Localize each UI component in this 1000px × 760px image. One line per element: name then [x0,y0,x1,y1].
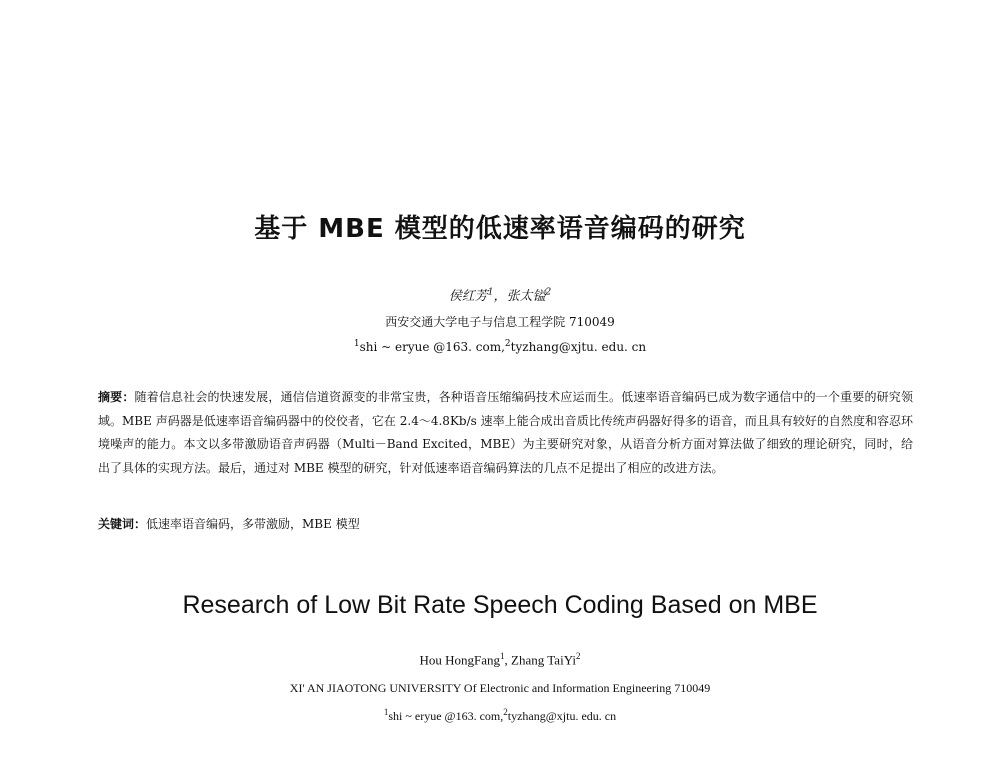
title-chinese: 基于 MBE 模型的低速率语音编码的研究 [254,214,746,244]
authors-english [0,651,1000,668]
affiliation-chinese: 西安交通大学电子与信息工程学院 710049 [385,315,615,329]
email-1-superscript: 1 [353,339,360,349]
author-1-superscript: 1 [487,287,494,298]
author-2-superscript: 2 [545,287,552,298]
author-2-en-superscript: 2 [575,651,581,661]
email-line-chinese [0,339,1000,354]
author-1-english: Hou HongFang [419,652,501,668]
author-separator: ， [493,289,507,304]
authors-chinese [0,285,1000,304]
email-2-superscript: 2 [504,339,511,349]
email-en-1: shi ~ eryue @163. com, [388,709,504,723]
abstract-label: 摘要： [98,390,135,404]
abstract-chinese [98,386,913,480]
affiliation-english: XI' AN JIAOTONG UNIVERSITY Of Electronic and Information Engineering 710049 [289,681,711,695]
author-2-english: Zhang TaiYi [511,652,576,668]
email-en-1-superscript: 1 [383,707,389,717]
email-line-english [0,707,1000,724]
keywords-text: 低速率语音编码，多带激励，MBE 模型 [146,517,360,531]
email-en-2-superscript: 2 [503,707,508,717]
author-2-chinese: 张太镒 [506,289,546,304]
abstract-text: 随着信息社会的快速发展，通信信道资源变的非常宝贵，各种语音压缩编码技术应运而生。低速率语音编码已成为数字通信中的一个重要的研究领域。MBE 声码器是低速率语音编码器中的佼佼者，它在 2.4～4.8Kb/s 速率上能合成出音质比传统声码器好得多的语音，而且具有较好的自然度和容忍环境噪声的能力。本文以多带激励语音声码器（Multi－Band Excited，MBE）为主要研究对象，从语音分析方面对算法做了细致的理论研究，同时，给出了具体的实现方法。最后，通过对 MBE 模型的研究，针对低速率语音编码算法的几点不足提出了相应的改进方法。 [98,390,913,475]
cut-off-text-fragment [95,752,910,760]
keywords-label: 关键词： [98,517,147,531]
author-1-en-superscript: 1 [500,651,505,661]
email-en-2: tyzhang@xjtu. edu. cn [507,709,617,723]
author-en-separator: , [504,652,512,668]
email-1: shi ~ eryue @163. com, [359,340,505,354]
author-1-chinese: 侯红芳 [448,289,488,304]
keywords-chinese [98,513,913,535]
email-2: tyzhang@xjtu. edu. cn [510,340,647,354]
title-english: Research of Low Bit Rate Speech Coding Based on MBE [182,591,818,619]
